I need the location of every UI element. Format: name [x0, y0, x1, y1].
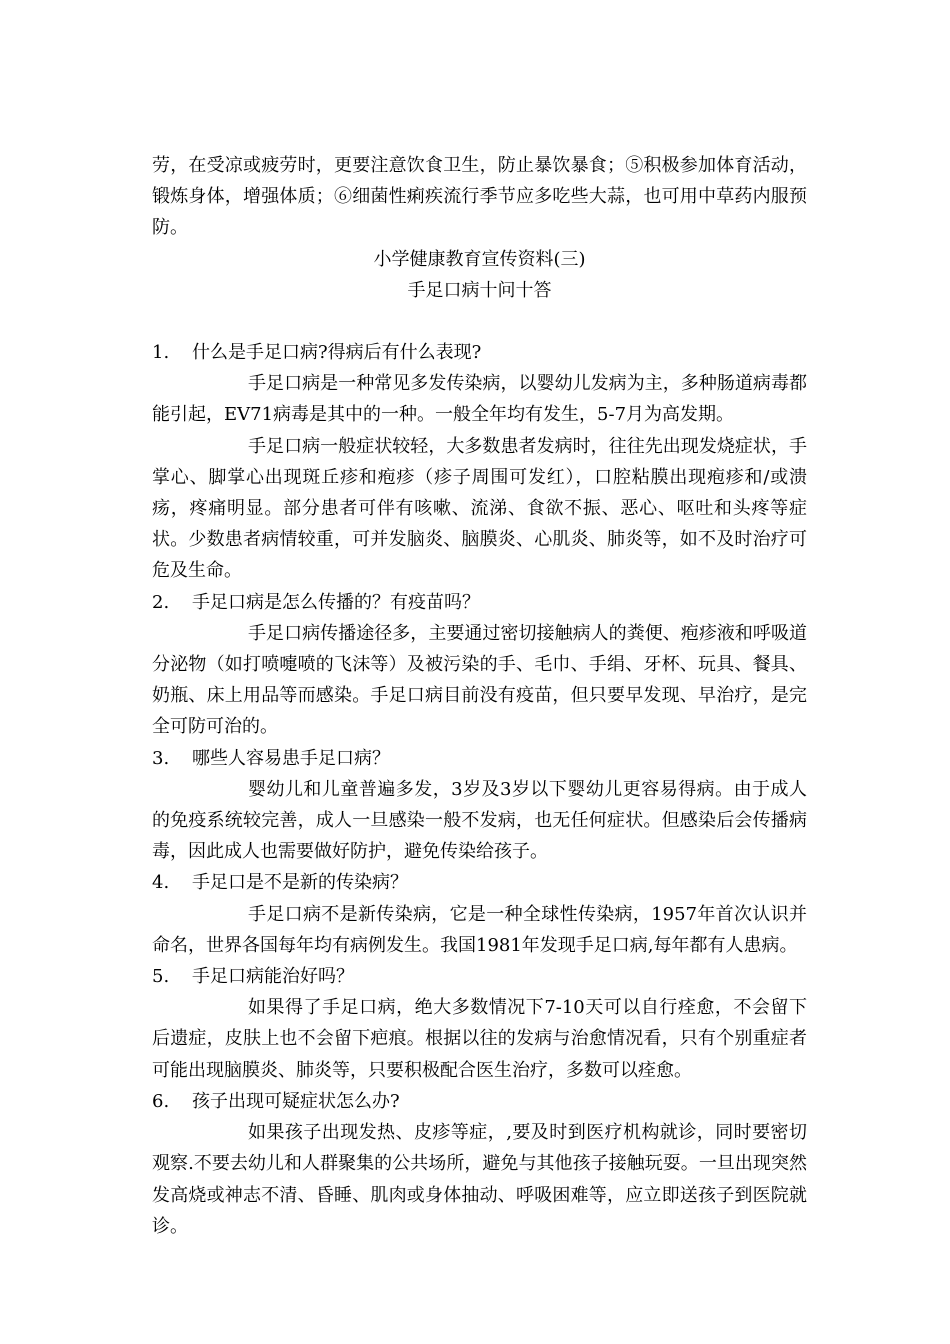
- question-text: 手足口病能治好吗？: [192, 966, 354, 988]
- question-text: 手足口病是怎么传播的？有疫苗吗？: [192, 591, 480, 613]
- qa-item-4: [152, 867, 807, 961]
- answer-paragraph: 手足口病一般症状较轻，大多数患者发病时，往往先出现发烧症状，手掌心、脚掌心出现斑丘疹和疱疹（疹子周围可发红），口腔粘膜出现疱疹和/或溃疡，疼痛明显。部分患者可伴有咳嗽、流涕、食欲不振、恶心、呕吐和头疼等症状。少数患者病情较重，可并发脑炎、脑膜炎、心肌炎、肺炎等，如不及时治疗可危及生命。: [152, 435, 807, 582]
- section-title: 小学健康教育宣传资料(三): [373, 248, 586, 270]
- question-heading: [152, 1086, 807, 1117]
- answer-paragraph: 手足口病传播途径多，主要通过密切接触病人的粪便、疱疹液和呼吸道分泌物（如打喷嚏喷的飞沫等）及被污染的手、毛巾、手绢、牙杯、玩具、餐具、奶瓶、床上用品等而感染。手足口病目前没有疫苗，但只要早发现、早治疗，是完全可防可治的。: [152, 622, 807, 738]
- qa-item-5: [152, 961, 807, 1086]
- answer-paragraph: 手足口病是一种常见多发传染病，以婴幼儿发病为主，多种肠道病毒都能引起，EV71病毒是其中的一种。一般全年均有发生，5-7月为高发期。: [152, 373, 807, 426]
- question-text: 孩子出现可疑症状怎么办?: [192, 1090, 400, 1112]
- question-text: 哪些人容易患手足口病？: [192, 747, 390, 769]
- question-heading: [152, 961, 807, 992]
- section-subtitle: 手足口病十问十答: [407, 279, 552, 301]
- answer-paragraph: 如果孩子出现发热、皮疹等症，,要及时到医疗机构就诊，同时要密切观察.不要去幼儿和人群聚集的公共场所，避免与其他孩子接触玩耍。一旦出现突然发高烧或神志不清、昏睡、肌肉或身体抽动、呼吸困难等，应立即送孩子到医院就诊。: [152, 1122, 807, 1237]
- question-text: 手足口是不是新的传染病？: [192, 872, 408, 894]
- question-heading: [152, 743, 807, 774]
- qa-item-3: [152, 743, 807, 868]
- question-number: 3.: [152, 747, 170, 769]
- answer-paragraph: 手足口病不是新传染病，它是一种全球性传染病，1957年首次认识并命名，世界各国每年均有病例发生。我国1981年发现手足口病,每年都有人患病。: [152, 903, 807, 956]
- question-number: 6.: [152, 1090, 170, 1112]
- question-heading: [152, 337, 807, 368]
- qa-item-2: [152, 587, 807, 743]
- question-number: 2.: [152, 591, 170, 613]
- question-text: 什么是手足口病?得病后有什么表现?: [192, 342, 482, 364]
- question-heading: [152, 867, 807, 898]
- answer-paragraph: 婴幼儿和儿童普遍多发，3岁及3岁以下婴幼儿更容易得病。由于成人的免疫系统较完善，成人一旦感染一般不发病，也无任何症状。但感染后会传播病毒，因此成人也需要做好防护，避免传染给孩子。: [152, 778, 807, 863]
- document-page: [152, 150, 807, 1242]
- qa-item-1: [152, 337, 807, 587]
- qa-item-6: [152, 1086, 807, 1242]
- answer-paragraph: 如果得了手足口病，绝大多数情况下7-10天可以自行痊愈，不会留下后遗症，皮肤上也不会留下疤痕。根据以往的发病与治愈情况看，只有个别重症者可能出现脑膜炎、肺炎等，只要积极配合医生治疗，多数可以痊愈。: [152, 997, 807, 1081]
- blank-line: [152, 306, 807, 337]
- intro-paragraph: 劳，在受凉或疲劳时，更要注意饮食卫生，防止暴饮暴食；⑤积极参加体育活动，锻炼身体，增强体质；⑥细菌性痢疾流行季节应多吃些大蒜，也可用中草药内服预防。: [152, 155, 807, 239]
- question-heading: [152, 587, 807, 618]
- question-number: 1.: [152, 342, 170, 364]
- question-number: 5.: [152, 966, 170, 988]
- question-number: 4.: [152, 872, 170, 894]
